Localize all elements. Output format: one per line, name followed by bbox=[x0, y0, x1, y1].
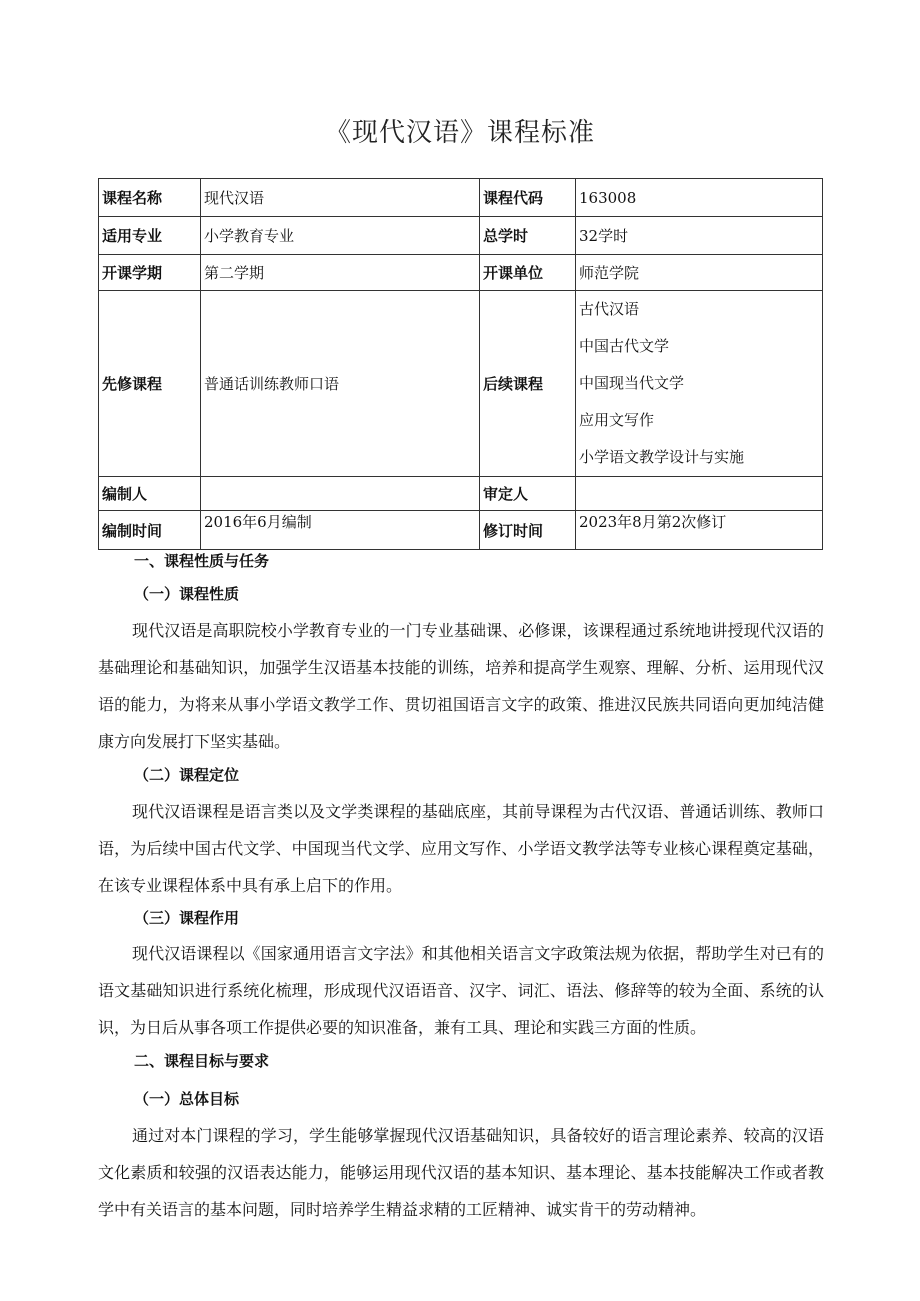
course-name-label: 课程名称 bbox=[99, 179, 201, 217]
hours-label: 总学时 bbox=[480, 217, 576, 255]
revise-time-value: 2023年8月第2次修订 bbox=[576, 511, 823, 550]
course-name-value: 现代汉语 bbox=[201, 179, 480, 217]
course-code-value: 163008 bbox=[576, 179, 823, 217]
major-value: 小学教育专业 bbox=[201, 217, 480, 255]
reviewer-value bbox=[576, 477, 823, 511]
editor-value bbox=[201, 477, 480, 511]
subsection-heading: （三）课程作用 bbox=[134, 909, 240, 927]
followup-label: 后续课程 bbox=[480, 291, 576, 477]
list-item: 古代汉语 bbox=[579, 300, 640, 318]
table-row bbox=[99, 217, 823, 255]
list-item: 小学语文教学设计与实施 bbox=[579, 448, 745, 466]
paragraph: 现代汉语课程以《国家通用语言文字法》和其他相关语言文字政策法规为依据，帮助学生对已有的语文基础知识进行系统化梳理，形成现代汉语语音、汉字、词汇、语法、修辞等的较为全面、系统的认识，为日后从事各项工作提供必要的知识准备，兼有工具、理论和实践三方面的性质。 bbox=[98, 944, 824, 1037]
course-info-table bbox=[98, 178, 823, 550]
subsection-heading: （一）总体目标 bbox=[134, 1090, 240, 1108]
list-item: 中国现当代文学 bbox=[579, 374, 685, 392]
unit-value: 师范学院 bbox=[576, 255, 823, 291]
reviewer-label: 审定人 bbox=[480, 477, 576, 511]
hours-value: 32学时 bbox=[576, 217, 823, 255]
unit-label: 开课单位 bbox=[480, 255, 576, 291]
revise-time-label: 修订时间 bbox=[480, 511, 576, 550]
followup-list bbox=[576, 291, 823, 477]
list-item: 中国古代文学 bbox=[579, 337, 670, 355]
paragraph: 现代汉语课程是语言类以及文学类课程的基础底座，其前导课程为古代汉语、普通话训练、教师口语，为后续中国古代文学、中国现当代文学、应用文写作、小学语文教学法等专业核心课程奠定基础，在该专业课程体系中具有承上启下的作用。 bbox=[98, 802, 824, 895]
table-row bbox=[99, 511, 823, 550]
prereq-label: 先修课程 bbox=[99, 291, 201, 477]
editor-label: 编制人 bbox=[99, 477, 201, 511]
compile-time-value: 2016年6月编制 bbox=[201, 511, 480, 550]
semester-label: 开课学期 bbox=[99, 255, 201, 291]
semester-value: 第二学期 bbox=[201, 255, 480, 291]
major-label: 适用专业 bbox=[99, 217, 201, 255]
table-row bbox=[99, 179, 823, 217]
course-code-label: 课程代码 bbox=[480, 179, 576, 217]
document-title: 《现代汉语》课程标准 bbox=[324, 118, 595, 148]
paragraph: 现代汉语是高职院校小学教育专业的一门专业基础课、必修课，该课程通过系统地讲授现代汉语的基础理论和基础知识，加强学生汉语基本技能的训练，培养和提高学生观察、理解、分析、运用现代汉语的能力，为将来从事小学语文教学工作、贯切祖国语言文字的政策、推进汉民族共同语向更加纯洁健康方向发展打下坚实基础。 bbox=[98, 621, 824, 751]
list-item: 应用文写作 bbox=[579, 411, 655, 429]
section-heading: 二、课程目标与要求 bbox=[134, 1052, 270, 1070]
section-heading: 一、课程性质与任务 bbox=[134, 552, 270, 570]
paragraph: 通过对本门课程的学习，学生能够掌握现代汉语基础知识，具备较好的语言理论素养、较高的汉语文化素质和较强的汉语表达能力，能够运用现代汉语的基本知识、基本理论、基本技能解决工作或者教学中有关语言的基本问题，同时培养学生精益求精的工匠精神、诚实肯干的劳动精神。 bbox=[98, 1126, 824, 1219]
compile-time-label: 编制时间 bbox=[99, 511, 201, 550]
prereq-value: 普通话训练教师口语 bbox=[201, 291, 480, 477]
subsection-heading: （二）课程定位 bbox=[134, 766, 240, 784]
subsection-heading: （一）课程性质 bbox=[134, 585, 240, 603]
table-row bbox=[99, 291, 823, 477]
table-row bbox=[99, 255, 823, 291]
table-row bbox=[99, 477, 823, 511]
